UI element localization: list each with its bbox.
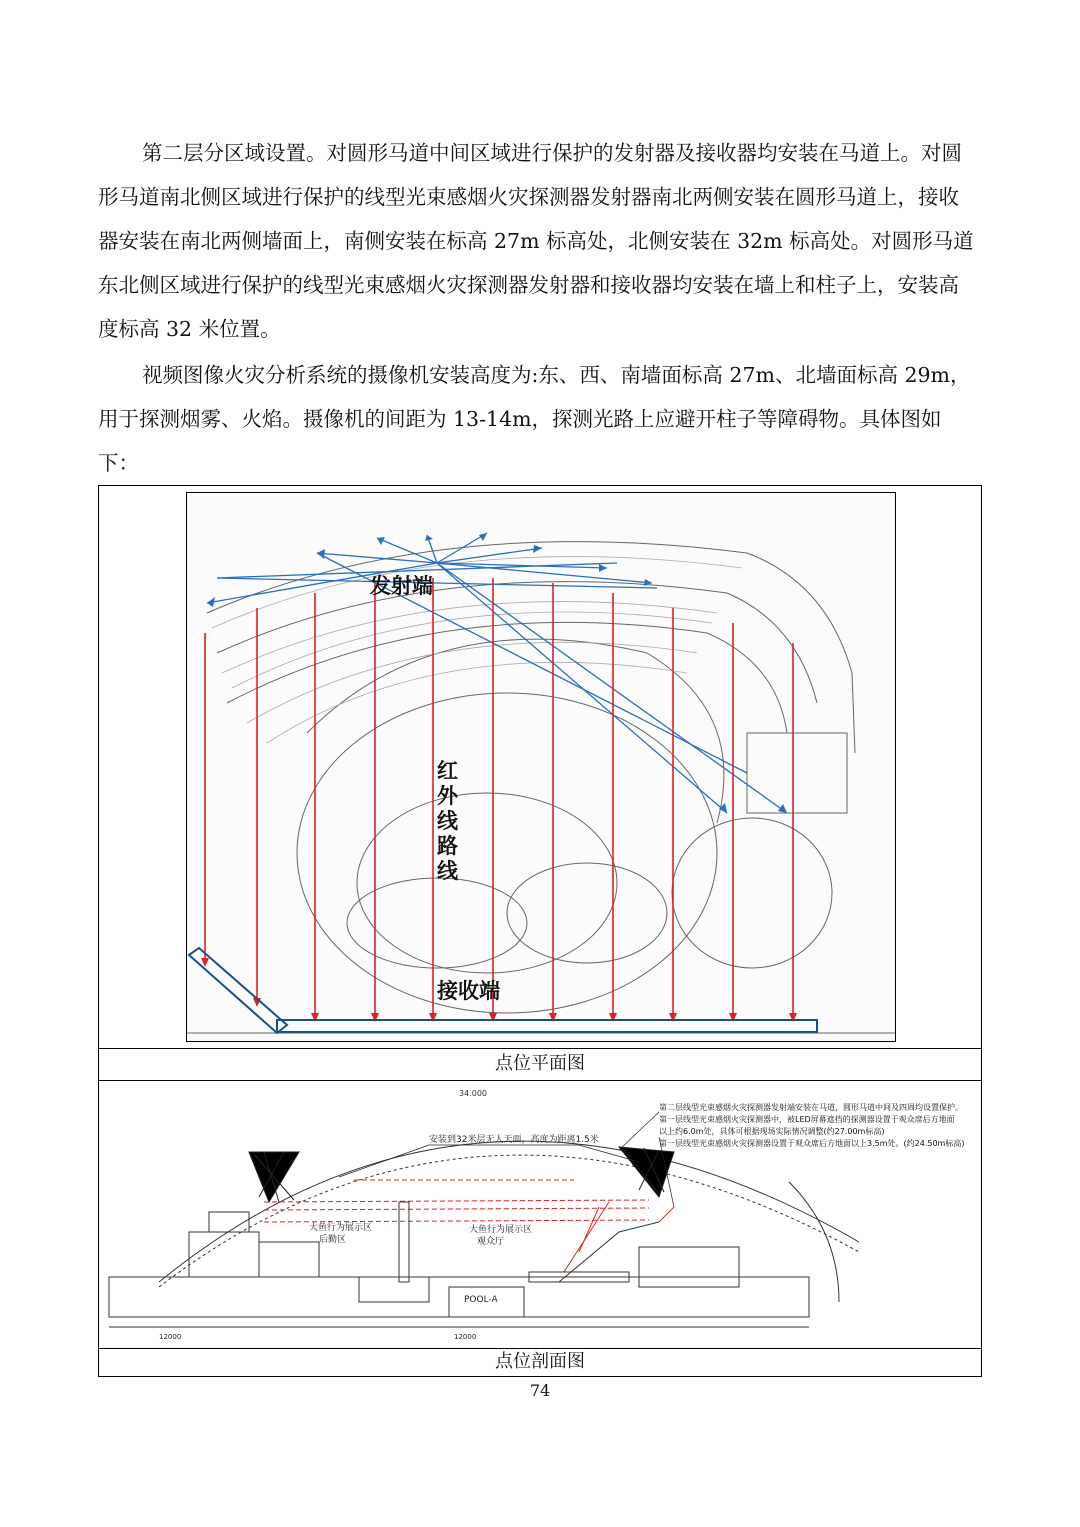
pool-right	[672, 818, 832, 968]
emitter-beam	[437, 563, 787, 813]
zone-label: 观众厅	[477, 1237, 505, 1247]
detector-beam	[264, 1208, 649, 1210]
paragraph-2: 视频图像火灾分析系统的摄像机安装高度为:东、西、南墙面标高 27m、北墙面标高 29m，用于探测烟雾、火焰。摄像机的间距为 13-14m，探测光路上应避开柱子等障碍物。具体图如下：	[98, 363, 971, 475]
east-roof	[789, 1182, 839, 1302]
figure2-caption: 点位剖面图	[495, 1351, 585, 1372]
right-note: 第一层线型光束感烟火灾探测器中，被LED屏幕遮挡的探测器设置于观众席后方地面	[659, 1115, 955, 1124]
emitter-beam	[437, 533, 487, 563]
middle-arc	[217, 582, 817, 703]
pool-left	[347, 878, 527, 968]
lower-floor	[109, 1277, 809, 1317]
figure1-caption: 点位平面图	[495, 1053, 585, 1074]
right-note: 第一层线型光束感烟火灾探测器设置于观众席后方地面以上3.5m处。(约24.50m标高)	[659, 1139, 965, 1148]
arena-ellipse	[297, 693, 717, 1013]
arrow-head	[207, 597, 215, 607]
section-svg	[99, 1082, 979, 1346]
top-elevation: 34.000	[459, 1089, 487, 1098]
infrared-label-char: 线	[437, 859, 458, 883]
right-note: 第二层线型光束感烟火灾探测器发射端安装在马道，圆形马道中间及四周均设置保护。	[659, 1103, 963, 1112]
paragraph-1: 第二层分区域设置。对圆形马道中间区域进行保护的发射器及接收器均安装在马道上。对圆形马道南北侧区域进行保护的线型光束感烟火灾探测器发射器南北两侧安装在圆形马道上，接收器安装在南北两侧墙面上，南侧安装在标高 27m 标高处，北侧安装在 32m 标高处。对圆形马道东北侧区域进行保护的线型光束感烟火灾探测器发射器和接收器均安装在墙上和柱子上，安装高度标高 32 米位置。	[98, 141, 974, 341]
dimension: 12000	[454, 1333, 477, 1341]
plan-drawing	[186, 492, 896, 1042]
page-number: 74	[529, 1381, 551, 1400]
table-divider	[99, 1048, 981, 1049]
plan-svg	[187, 493, 896, 1042]
arrow-head	[317, 549, 325, 559]
right-note: 以上约6.0m处，具体可根据现场实际情况调整(约27.00m标高)	[659, 1127, 885, 1136]
emitter-beam	[217, 578, 657, 588]
install-note: 安装到32米层无人天面，高度为距离1.5米	[429, 1135, 599, 1145]
receiver-label: 接收端	[437, 979, 500, 1003]
detector-beam	[264, 1220, 649, 1222]
section-drawing	[99, 1082, 981, 1346]
pool-mid	[507, 863, 667, 963]
receiver-bar	[277, 1020, 817, 1032]
infrared-label-char: 路	[437, 834, 458, 858]
detector-beam	[264, 1200, 649, 1202]
zone-label: 大鱼行为展示区	[469, 1225, 533, 1235]
table-divider	[99, 1080, 981, 1081]
figure-table	[98, 485, 982, 1377]
emitter-label: 发射端	[370, 574, 433, 598]
infrared-label-char: 红	[437, 759, 458, 783]
zone-label: 大鱼行为展示区	[309, 1223, 373, 1233]
arrow-head	[778, 804, 787, 813]
left-block	[189, 1232, 259, 1277]
dimension: 12000	[159, 1333, 182, 1341]
east-block	[747, 733, 847, 813]
arrow-head	[599, 564, 607, 572]
arrow-head	[533, 545, 542, 553]
pool-label: POOL-A	[464, 1295, 498, 1305]
infrared-label-char: 线	[437, 809, 458, 833]
seating-slope	[559, 1222, 659, 1282]
inner-arc	[227, 622, 787, 733]
infrared-label-char: 外	[437, 784, 458, 808]
emitter-beam	[437, 548, 542, 563]
zone-label: 后勤区	[319, 1235, 347, 1245]
